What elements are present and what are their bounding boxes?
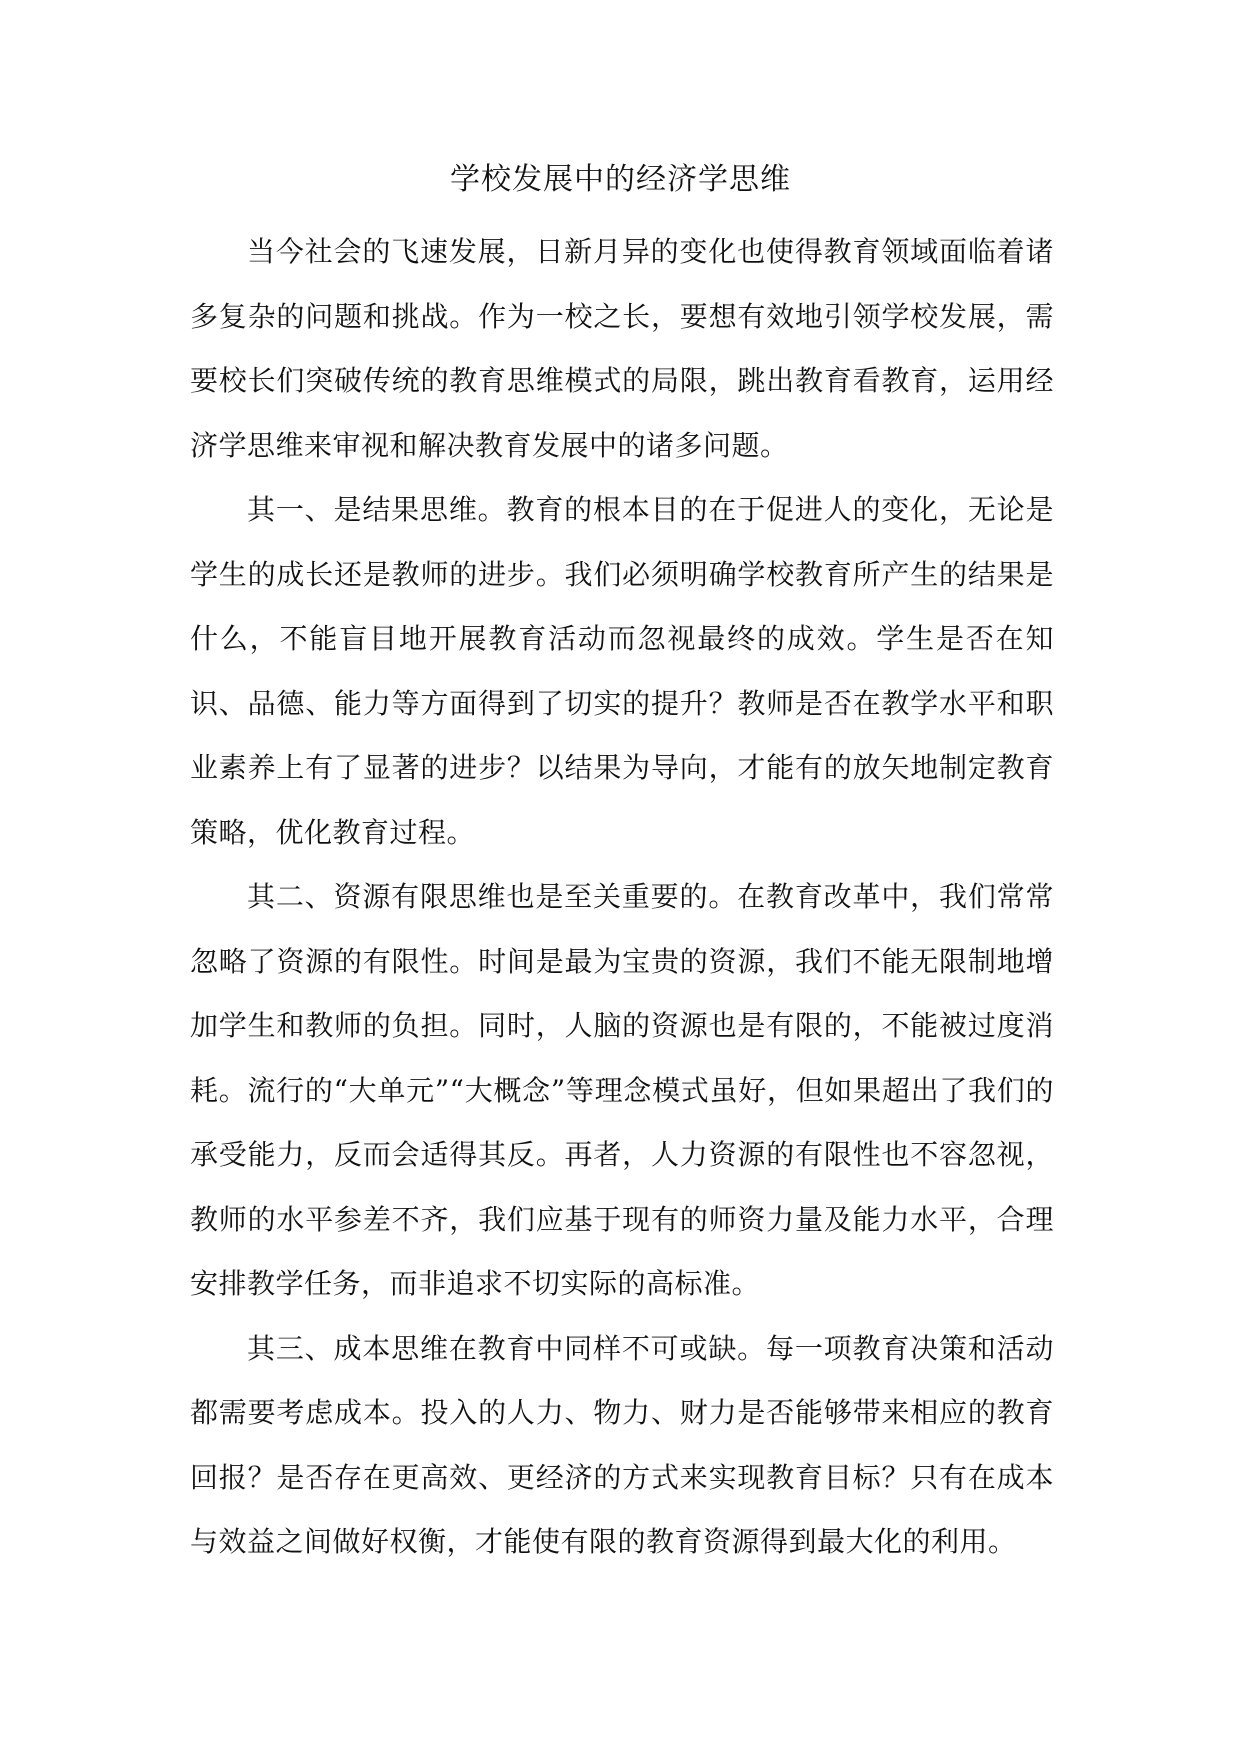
paragraph-3: 其二、资源有限思维也是至关重要的。在教育改革中，我们常常忽略了资源的有限性。时间是最为宝贵的资源，我们不能无限制地增加学生和教师的负担。同时，人脑的资源也是有限的，不能被过度消耗。流行的“大单元”“大概念”等理念模式虽好，但如果超出了我们的承受能力，反而会适得其反。再者，人力资源的有限性也不容忽视，教师的水平参差不齐，我们应基于现有的师资力量及能力水平，合理安排教学任务，而非追求不切实际的高标准。 <box>190 880 1054 1300</box>
paragraph-2: 其一、是结果思维。教育的根本目的在于促进人的变化，无论是学生的成长还是教师的进步。我们必须明确学校教育所产生的结果是什么，不能盲目地开展教育活动而忽视最终的成效。学生是否在知识、品德、能力等方面得到了切实的提升？教师是否在教学水平和职业素养上有了显著的进步？以结果为导向，才能有的放矢地制定教育策略，优化教育过程。 <box>190 493 1054 849</box>
document-body <box>190 220 1054 1575</box>
document-title: 学校发展中的经济学思维 <box>450 162 791 197</box>
paragraph-4: 其三、成本思维在教育中同样不可或缺。每一项教育决策和活动都需要考虑成本。投入的人力、物力、财力是否能够带来相应的教育回报？是否存在更高效、更经济的方式来实现教育目标？只有在成本与效益之间做好权衡，才能使有限的教育资源得到最大化的利用。 <box>190 1331 1054 1558</box>
paragraph-1: 当今社会的飞速发展，日新月异的变化也使得教育领域面临着诸多复杂的问题和挑战。作为一校之长，要想有效地引领学校发展，需要校长们突破传统的教育思维模式的局限，跳出教育看教育，运用经济学思维来审视和解决教育发展中的诸多问题。 <box>190 235 1054 462</box>
